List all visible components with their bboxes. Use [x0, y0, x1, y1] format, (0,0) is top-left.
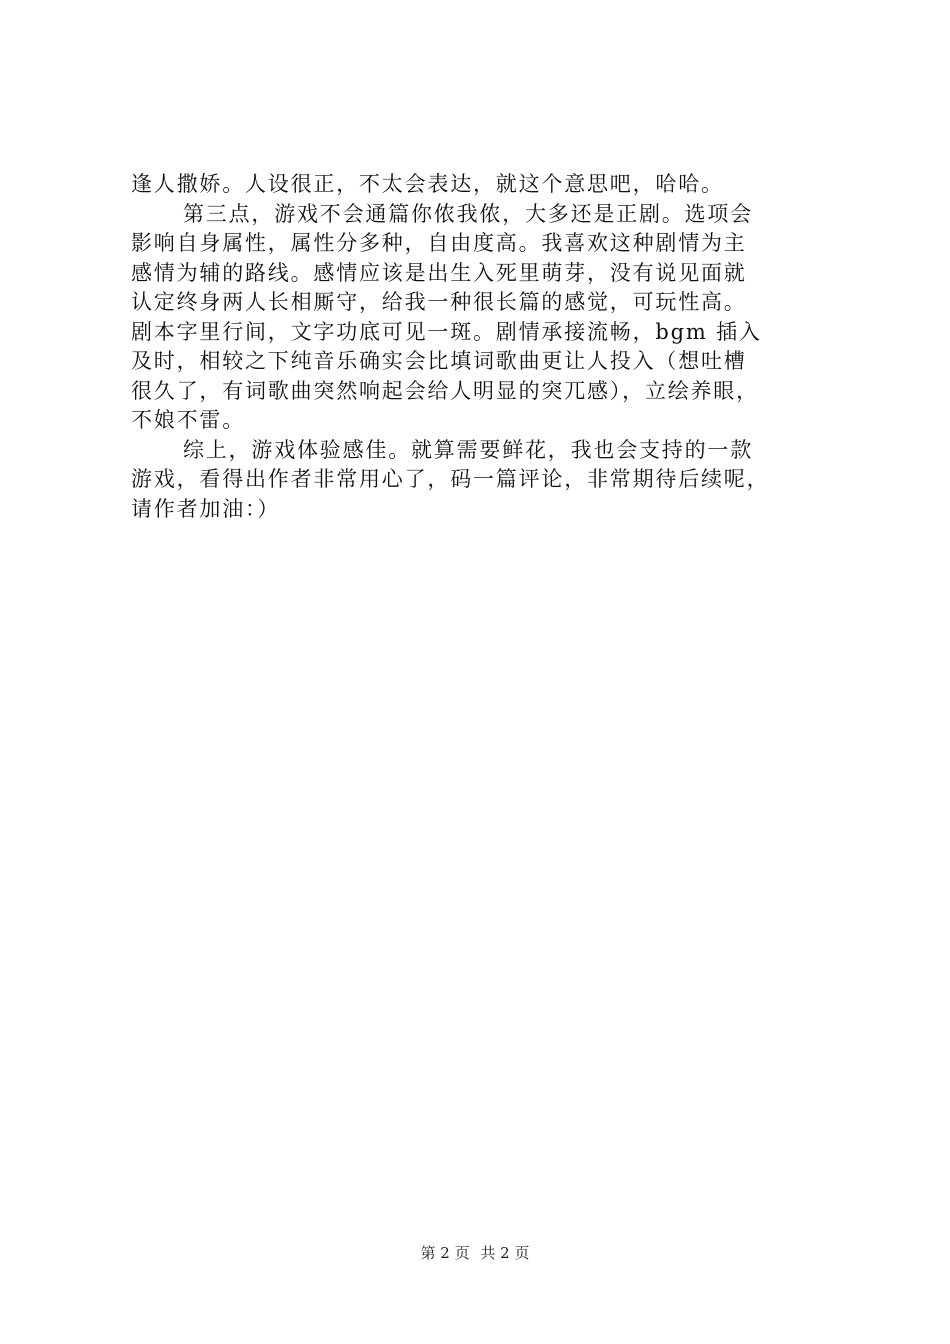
text-line: 请作者加油：） — [131, 496, 281, 521]
page-total: 共 2 页 — [480, 1244, 530, 1262]
text-line: 游戏，看得出作者非常用心了，码一篇评论，非常期待后续呢， — [131, 467, 770, 491]
page-footer — [0, 1242, 950, 1263]
text-line: 及时，相较之下纯音乐确实会比填词歌曲更让人投入（想吐槽 — [131, 349, 747, 373]
text-line: 逢人撒娇。人设很正，不太会表达，就这个意思吧，哈哈。 — [131, 172, 724, 196]
text-line: 综上，游戏体验感佳。就算需要鲜花，我也会支持的一款 — [183, 437, 753, 462]
text-line: 认定终身两人长相厮守，给我一种很长篇的感觉，可玩性高。 — [131, 290, 747, 314]
page-number: 第 2 页 — [420, 1244, 470, 1262]
text-line: 第三点，游戏不会通篇你侬我侬，大多还是正剧。选项会 — [183, 201, 753, 226]
body-text — [131, 170, 831, 524]
text-line: 感情为辅的路线。感情应该是出生入死里萌芽，没有说见面就 — [131, 260, 747, 285]
text-line: 很久了，有词歌曲突然响起会给人明显的突兀感），立绘养眼， — [131, 378, 759, 403]
text-line: 剧本字里行间，文字功底可见一斑。剧情承接流畅，bgm 插入 — [131, 319, 762, 344]
text-line: 不娘不雷。 — [131, 408, 245, 432]
text-line: 影响自身属性，属性分多种，自由度高。我喜欢这种剧情为主 — [131, 231, 747, 255]
